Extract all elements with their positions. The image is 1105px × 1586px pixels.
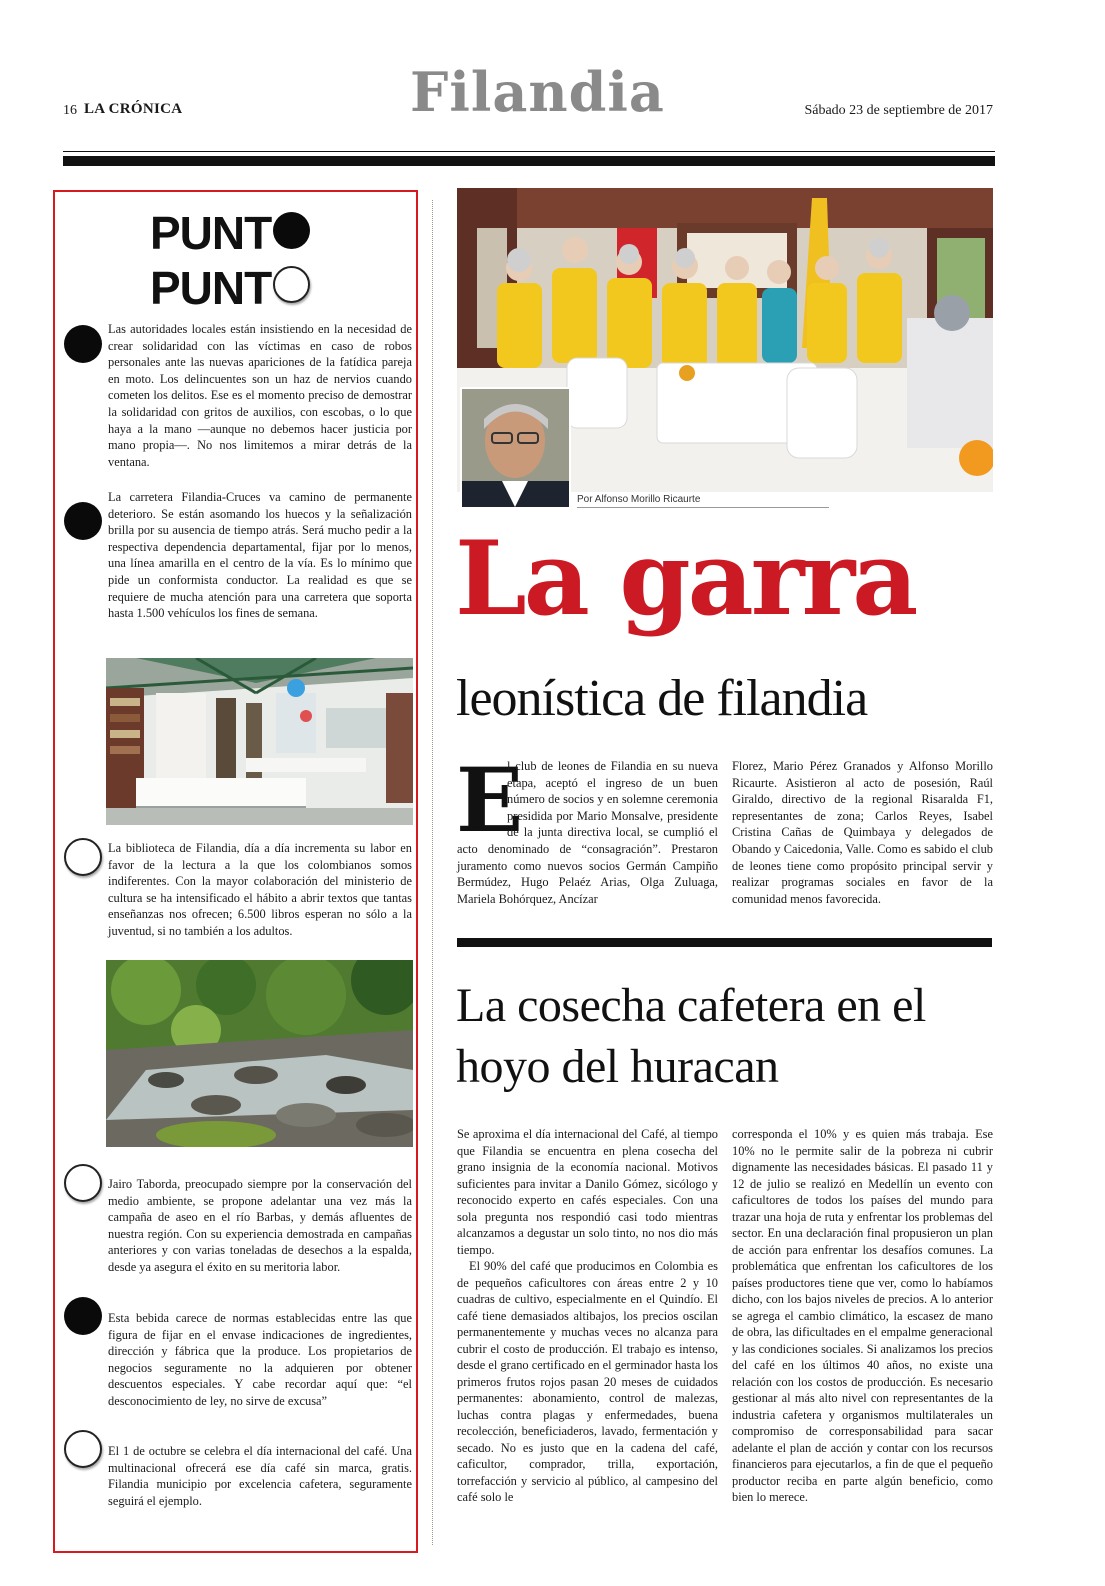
river-photo-drawing xyxy=(106,960,413,1147)
portrait-photo xyxy=(460,387,571,509)
article2-col1-p1: Se aproxima el día internacional del Café, al tiempo que Filandia se encuentra en plena cosecha del grano insignia de la economía nacional. Motivos suficientes para invitar a Danilo Gómez, sicólogo y reconocido experto en cafés especiales. Con una sola pregunta nos respondió casi todo mientras alcanzamos a degustar un solo tinto, no nos dio más tiempo. xyxy=(457,1127,718,1257)
punto-item-3: La biblioteca de Filandia, día a día incrementa su labor en favor de la lectura a la que los colombianos somos indiferentes. Con la mayor colaboración del ministerio de cultura se ha intensificado el hábito a abrir textos que tantas enseñanzas nos ofrecen; 6.500 libros esperan no sólo a la juventud, si no también a los adultos. xyxy=(108,841,412,938)
dropcap-space xyxy=(457,758,507,834)
black-dot-icon xyxy=(64,325,102,363)
dropcap: E xyxy=(456,748,524,852)
portrait-photo-drawing xyxy=(462,389,569,507)
punto-item-4: Jairo Taborda, preocupado siempre por la conservación del medio ambiente, se propone adelantar una vez más la campaña de aseo en el río Barbas, y demás afluentes de nuestra región. Con su experiencia demostrada en campañas anteriores y con varias toneladas de desechos a la espalda, desde ya asegura el éxito en su meritoria labor. xyxy=(108,1177,412,1274)
article2-col2-p1: corresponda el 10% y es quien más trabaja. Ese 10% no le permite salir de la pobreza ni cubrir dignamente las necesidades básicas. El pasado 11 y 12 de julio se realizó en Medellín un evento con caficultores de todos los países del mundo para trazar una hoja de ruta y enfrentar los problemas del sector. En una declaración final propusieron un plan de acción para enfrentar los desafíos comunes. La problemática que enfrentan los caficultores de los países productores tiene que ver, como lo habíamos dicho, con los bajos niveles de precios. A lo anterior se agrega el cambio climático, la escasez de mano de obra, las dificultades en el empalme generacional y las condiciones sociales. Si analizamos los precios del café en los últimos 40 años, no existe una relación con los costos de producción. Es necesario gestionar al más alto nivel con representantes de la industria cafetera y organismos multilaterales un compromiso de corresponsabilidad para sacar adelante el plan de acción y contar con los recursos financieros para ejecutarlos, a fin de que el pequeño productor reciba en parte algún beneficio, como bien lo merece. xyxy=(732,1127,993,1504)
white-dot-icon xyxy=(64,1164,102,1202)
library-photo-drawing xyxy=(106,658,413,825)
river-photo xyxy=(106,960,413,1147)
punto-item-5: Esta bebida carece de normas establecidas entre las que figura de fijar en el envase indicaciones de ingredientes, dirección y fábrica que la produce. Los propietarios de negocios seguramente no la adquieren por obtener descuentos especiales. Y cabe recordar aquí que: “el desconocimiento de ley, no sirve de excusa” xyxy=(108,1311,412,1408)
library-photo xyxy=(106,658,413,825)
punto-item-1: Las autoridades locales están insistiendo en la necesidad de crear solidaridad con las víctimas en caso de robos personales ante las nuevas apariciones de la fatídica pareja en moto. Los delincuentes son un haz de nervios cuando cometen los delitos. Ese es el momento preciso de demostrar la solidaridad con gritos de auxilios, con escobas, o lo que haya a la mano —aunque no debemos hacer justicia por mano propia—. No nos limitemos a mirar detrás de la ventana. xyxy=(108,322,412,469)
article2-col1-p2: El 90% del café que producimos en Colombia es de pequeños caficultores con áreas entre 2 y 10 cuadras de cultivo, especialmente en el Quindío. El café tiene demasiados altibajos, los precios oscilan permanentemente y muchas veces no alcanza para cubrir el costo de producción. El trabajo es intenso, desde el grano certificado en el germinador hasta los primeros frutos rojos pasan 20 meses de cuidados permanentes: abonamiento, control de malezas, luchas contra plagas y enfermedades, buena recolección, beneficiaderos, lavado, fermentación y secado. No es justo que en la cadena del café, caficultor, comprador, trilla, exportación, torrefacción y servicio al público, al campesino del café solo le xyxy=(457,1259,718,1504)
article1-col2: Florez, Mario Pérez Granados y Alfonso Morillo Ricaurte. Asistieron al acto de posesión, Raúl Giraldo, directivo de la regional Risaralda F1, representantes de zona; Carlos Reyes, Isabel Cristina Cañas de Quimbaya y delegados de Obando y Caicedonia, Valle. Como es sabido el club de leones tiene como propósito principal servir y realizar programas sociales en favor de la comunidad menos favorecida. xyxy=(732,759,993,906)
newspaper-brand: LA CRÓNICA xyxy=(84,101,183,117)
page-number: 16 xyxy=(63,103,77,118)
article1-col1 xyxy=(456,748,718,907)
photo-credit-rule xyxy=(577,507,829,508)
header-rule-thick xyxy=(63,156,995,166)
header-rule-thin xyxy=(63,151,995,152)
white-dot-icon xyxy=(64,838,102,876)
punto-title-line2: PUNT xyxy=(150,262,272,314)
section-title: Filandia xyxy=(410,60,665,124)
photo-credit: Por Alfonso Morillo Ricaurte xyxy=(577,494,701,505)
headline-main: La garra xyxy=(455,519,916,639)
headline-coffee: La cosecha cafetera en el hoyo del huracan xyxy=(456,979,926,1093)
section-rule xyxy=(457,938,992,947)
punto-title-line1: PUNT xyxy=(150,207,272,259)
article1-col1-text: l club de leones de Filandia en su nueva etapa, aceptó el ingreso de un buen número de socios y en solemne ceremonia presidida por Mario Monsalve, presidente de la junta directiva local, se cumplió el acto denominado de “consagración”. Prestaron juramento como nuevos socios Germán Campiño Bermúdez, Hugo Pelaéz Arias, Olga Zuluaga, Mariela Bohórquez, Ancízar xyxy=(457,759,718,906)
black-dot-icon xyxy=(64,502,102,540)
white-dot-icon xyxy=(64,1430,102,1468)
column-separator xyxy=(432,200,433,1545)
punto-title-white-dot-icon xyxy=(273,266,310,303)
black-dot-icon xyxy=(64,1297,102,1335)
punto-item-2: La carretera Filandia-Cruces va camino de permanente deterioro. Se están asomando los huecos y la señalización brilla por su ausencia de tiempo atrás. Será mucho pedir a la respectiva dependencia departamental, fijar por lo menos, una línea amarilla en el centro de la vía. Es lo mínimo que pide un conformista conductor. La realidad es que se requiere de mucha atención para una carretera que soporta hasta 1.500 vehículos los fines de semana. xyxy=(108,490,412,621)
headline-sub: leonística de filandia xyxy=(456,670,868,727)
article2-col1 xyxy=(457,1126,718,1506)
punto-title-black-dot-icon xyxy=(273,212,310,249)
punto-item-6: El 1 de octubre se celebra el día internacional del café. Una multinacional ofrecerá ese día café sin marca, gratis. Filandia municipio por excelencia cafetera, seguramente seguirá el ejemplo. xyxy=(108,1444,412,1508)
article2-col2 xyxy=(732,1126,993,1506)
issue-date: Sábado 23 de septiembre de 2017 xyxy=(804,103,993,118)
